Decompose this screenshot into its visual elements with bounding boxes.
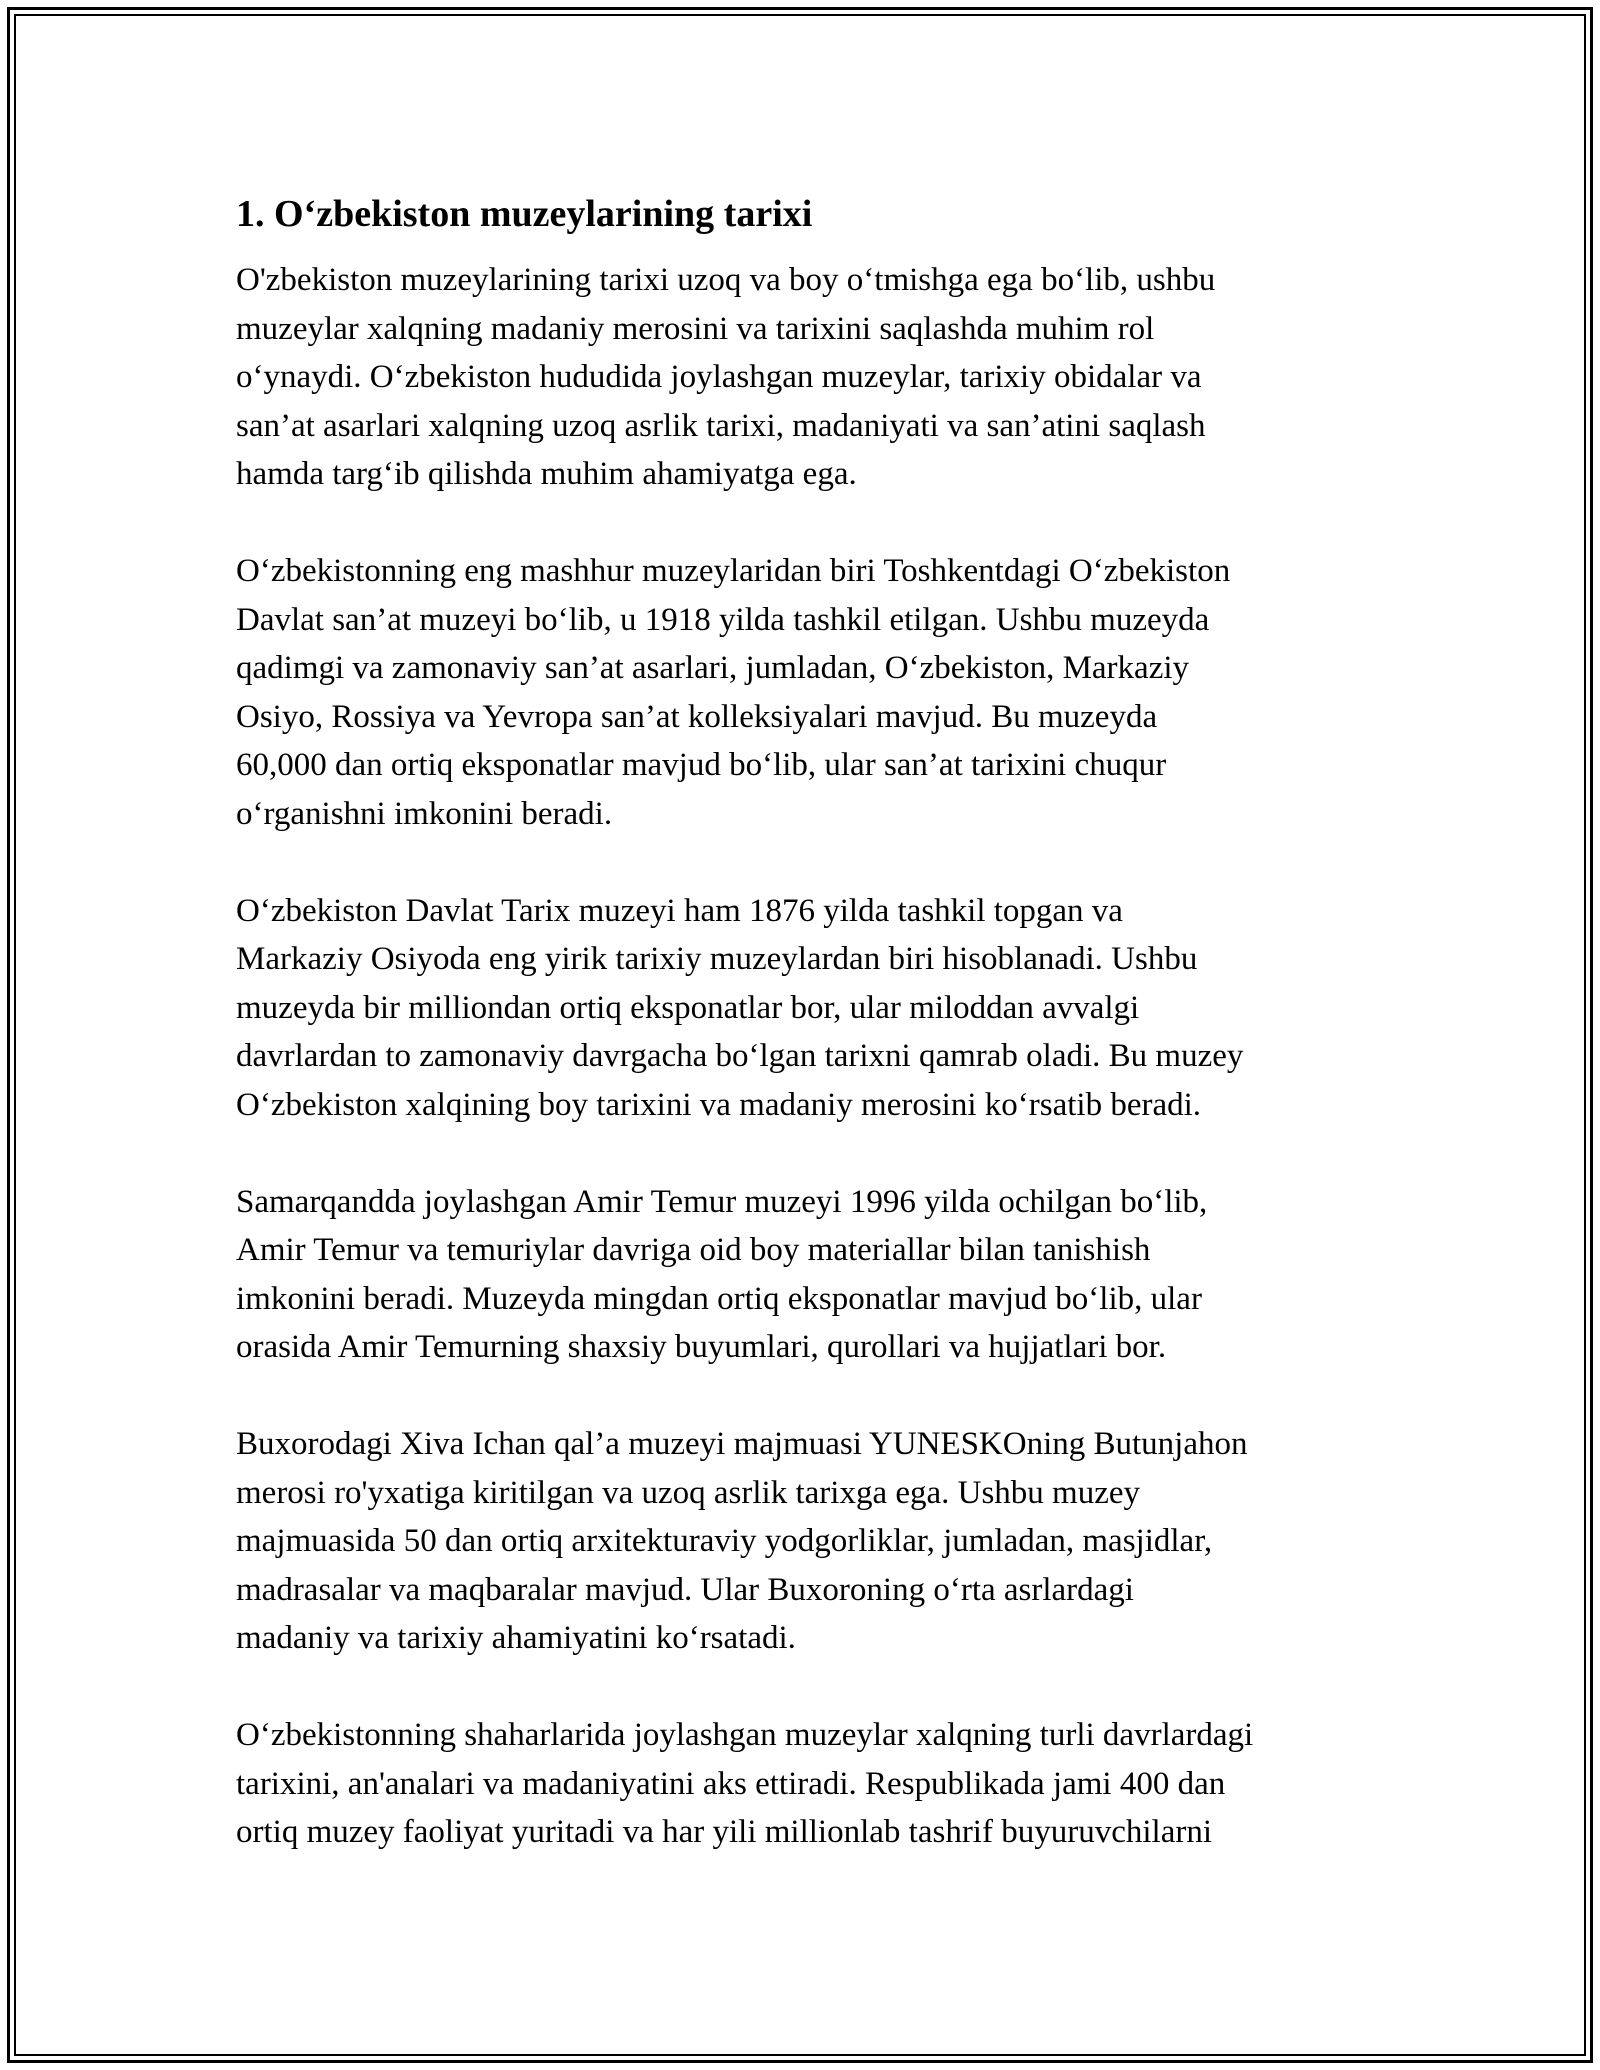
text-line: o‘ynaydi. O‘zbekiston hududida joylashgan muzeylar, tarixiy obidalar va [236,359,1202,395]
text-line: muzeyda bir milliondan ortiq eksponatlar bor, ular miloddan avvalgi [236,989,1140,1026]
text-line: merosi ro'yxatiga kiritilgan va uzoq asrlik tarixga ega. Ushbu muzey [236,1474,1141,1511]
text-line: hamda targ‘ib qilishda muhim ahamiyatga ega. [236,456,857,492]
text-line: imkonini beradi. Muzeyda mingdan ortiq eksponatlar mavjud bo‘lib, ular [236,1280,1202,1317]
text-line: qadimgi va zamonaviy san’at asarlari, jumladan, O‘zbekiston, Markaziy [236,650,1190,686]
text-line: Samarqandda joylashgan Amir Temur muzeyi 1996 yilda ochilgan bo‘lib, [236,1183,1208,1220]
paragraph-amir-temur-museum [236,1178,1386,1372]
text-line: 60,000 dan ortiq eksponatlar mavjud bo‘lib, ular san’at tarixini chuqur [236,747,1167,783]
text-line: Markaziy Osiyoda eng yirik tarixiy muzeylardan biri hisoblanadi. Ushbu [236,941,1198,977]
text-line: ortiq muzey faoliyat yuritadi va har yili millionlab tashrif buyuruvchilarni [236,1814,1212,1850]
paragraph-history-intro [236,256,1386,499]
text-line: O‘zbekiston Davlat Tarix muzeyi ham 1876 yilda tashkil topgan va [236,892,1123,929]
text-line: O‘zbekistonning eng mashhur muzeylaridan biri Toshkentdagi O‘zbekiston [236,553,1231,589]
text-line: Davlat san’at muzeyi bo‘lib, u 1918 yilda tashkil etilgan. Ushbu muzeyda [236,601,1210,638]
paragraph-art-museum [236,547,1386,838]
document-body [236,186,1386,1905]
text-line: O'zbekiston muzeylarining tarixi uzoq va boy o‘tmishga ega bo‘lib, ushbu [236,262,1216,298]
paragraph-city-museums [236,1711,1386,1857]
text-line: madrasalar va maqbaralar mavjud. Ular Buxoroning o‘rta asrlardagi [236,1571,1134,1608]
text-line: tarixini, an'analari va madaniyatini aks ettiradi. Respublikada jami 400 dan [236,1765,1226,1802]
text-line: san’at asarlari xalqning uzoq asrlik tarixi, madaniyati va san’atini saqlash [236,407,1206,444]
text-line: O‘zbekiston xalqining boy tarixini va madaniy merosini ko‘rsatib beradi. [236,1086,1202,1123]
text-line: Buxorodagi Xiva Ichan qal’a muzeyi majmuasi YUNESKOning Butunjahon [236,1426,1248,1462]
text-line: orasida Amir Temurning shaxsiy buyumlari, qurollari va hujjatlari bor. [236,1329,1167,1365]
text-line: davrlardan to zamonaviy davrgacha bo‘lgan tarixni qamrab oladi. Bu muzey [236,1038,1244,1074]
text-line: Osiyo, Rossiya va Yevropa san’at kolleksiyalari mavjud. Bu muzeyda [236,698,1158,735]
paragraph-history-museum [236,887,1386,1130]
text-line: muzeylar xalqning madaniy merosini va tarixini saqlashda muhim rol [236,310,1155,347]
section-heading: 1. O‘zbekiston muzeylarining tarixi [236,193,813,235]
text-line: O‘zbekistonning shaharlarida joylashgan muzeylar xalqning turli davrlardagi [236,1717,1254,1753]
text-line: madaniy va tarixiy ahamiyatini ko‘rsatadi. [236,1620,796,1656]
text-line: o‘rganishni imkonini beradi. [236,795,613,832]
text-line: Amir Temur va temuriylar davriga oid boy materiallar bilan tanishish [236,1232,1151,1268]
text-line: majmuasida 50 dan ortiq arxitekturaviy yodgorliklar, jumladan, masjidlar, [236,1523,1213,1559]
paragraph-ichan-qala-museum [236,1420,1386,1663]
